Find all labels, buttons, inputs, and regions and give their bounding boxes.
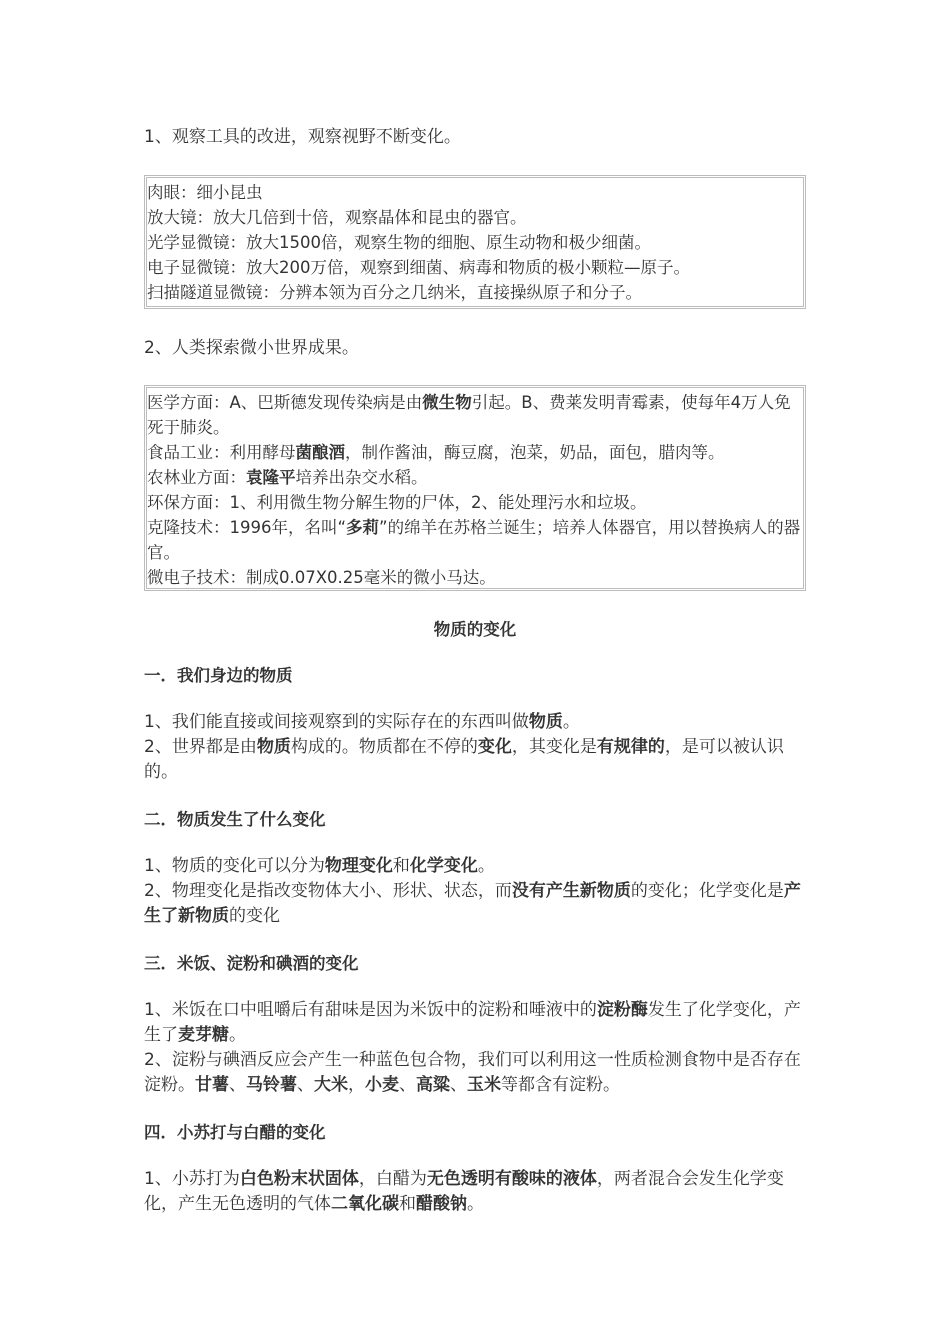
chapter-title: 物质的变化 <box>433 620 517 639</box>
box-line-medicine: 医学方面：A、巴斯德发现传染病是由微生物引起。B、费莱发明青霉素，使每年4万人免死于肺炎。 <box>147 393 791 437</box>
box-line-microelectronics: 微电子技术：制成0.07X0.25毫米的微小马达。 <box>147 568 496 587</box>
paragraph: 1、我们能直接或间接观察到的实际存在的东西叫做物质。 <box>144 712 580 732</box>
box-line: 肉眼：细小昆虫 <box>147 183 263 202</box>
box-line-agriculture: 农林业方面：袁隆平培养出杂交水稻。 <box>147 468 428 487</box>
part1-body <box>144 710 810 785</box>
observation-tools-box <box>144 175 806 309</box>
part4-heading: 四．小苏打与白醋的变化 <box>144 1123 326 1142</box>
box-line-environment: 环保方面：1、利用微生物分解生物的尸体，2、能处理污水和垃圾。 <box>147 493 647 512</box>
part4-body <box>144 1167 810 1217</box>
part3-body <box>144 998 810 1098</box>
box-line: 扫描隧道显微镜：分辨本领为百分之几纳米，直接操纵原子和分子。 <box>147 283 642 302</box>
box-line: 光学显微镜：放大1500倍，观察生物的细胞、原生动物和极少细菌。 <box>147 233 651 252</box>
box-line-food: 食品工业：利用酵母菌酿酒，制作酱油，酶豆腐，泡菜，奶品，面包，腊肉等。 <box>147 443 725 462</box>
paragraph: 2、物理变化是指改变物体大小、形状、状态，而没有产生新物质的变化；化学变化是产生了新物质的变化 <box>144 881 801 926</box>
paragraph: 2、淀粉与碘酒反应会产生一种蓝色包合物，我们可以利用这一性质检测食物中是否存在淀粉。甘薯、马铃薯、大米，小麦、高粱、玉米等都含有淀粉。 <box>144 1050 801 1095</box>
part3-heading: 三．米饭、淀粉和碘酒的变化 <box>144 954 359 973</box>
box-line: 放大镜：放大几倍到十倍，观察晶体和昆虫的器官。 <box>147 208 527 227</box>
box-line-cloning: 克隆技术：1996年，名叫“多莉”的绵羊在苏格兰诞生；培养人体器官，用以替换病人的器官。 <box>147 518 801 562</box>
paragraph: 2、世界都是由物质构成的。物质都在不停的变化，其变化是有规律的，是可以被认识的。 <box>144 737 784 782</box>
paragraph: 1、物质的变化可以分为物理变化和化学变化。 <box>144 856 495 876</box>
section-heading-observation-tools: 1、观察工具的改进，观察视野不断变化。 <box>144 127 461 147</box>
part1-heading: 一．我们身边的物质 <box>144 666 293 685</box>
paragraph: 1、小苏打为白色粉末状固体，白醋为无色透明有酸味的液体，两者混合会发生化学变化，产生无色透明的气体二氧化碳和醋酸钠。 <box>144 1169 784 1214</box>
box-line: 电子显微镜：放大200万倍，观察到细菌、病毒和物质的极小颗粒—原子。 <box>147 258 690 277</box>
section-heading-micro-world: 2、人类探索微小世界成果。 <box>144 338 359 358</box>
micro-world-achievements-box <box>144 385 806 591</box>
part2-body <box>144 854 810 929</box>
paragraph: 1、米饭在口中咀嚼后有甜味是因为米饭中的淀粉和唾液中的淀粉酶发生了化学变化，产生了麦芽糖。 <box>144 1000 801 1045</box>
part2-heading: 二．物质发生了什么变化 <box>144 810 326 829</box>
